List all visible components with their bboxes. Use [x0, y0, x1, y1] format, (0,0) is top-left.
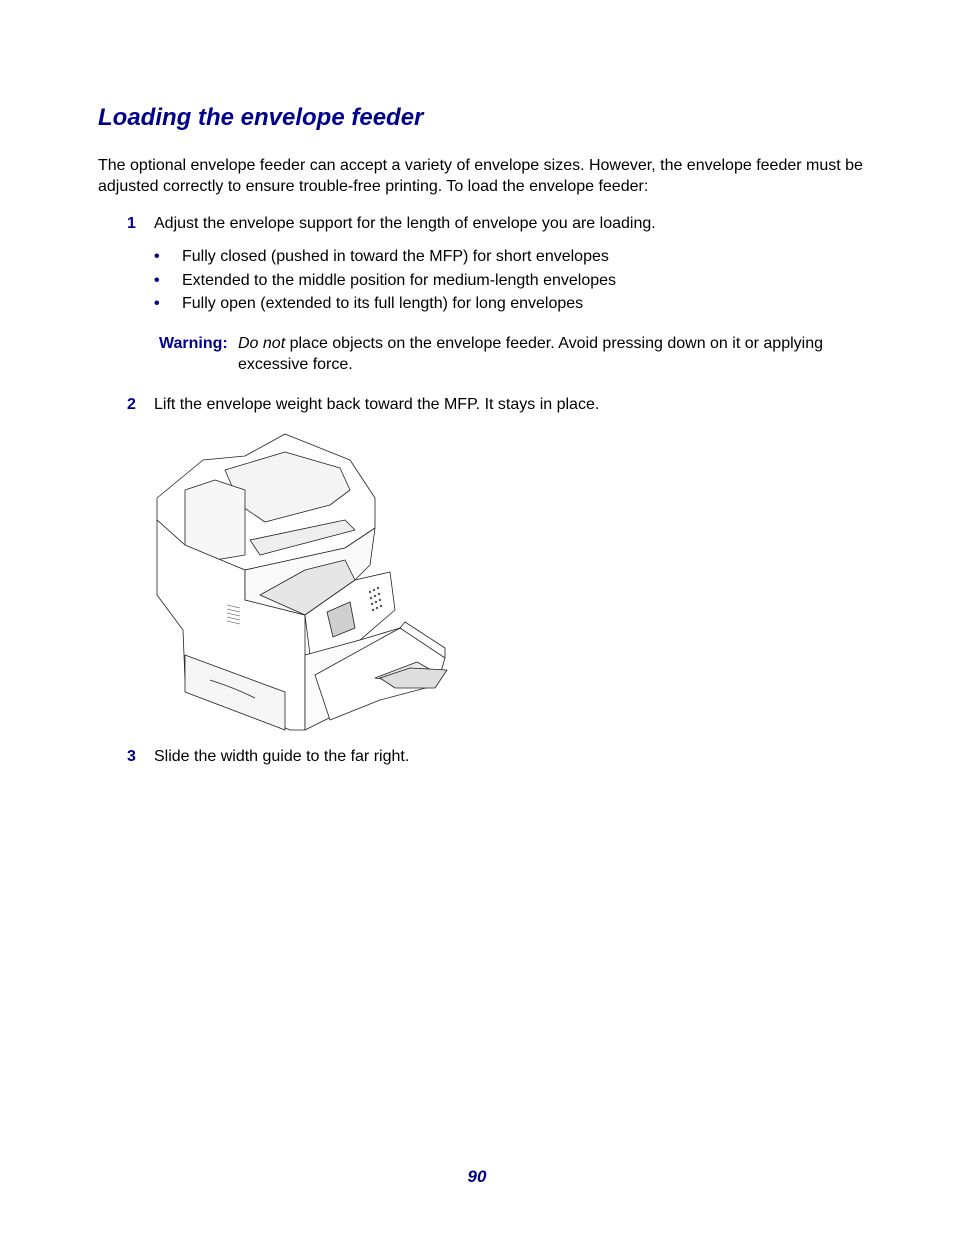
step-number: 1	[127, 215, 136, 232]
bullet-icon: •	[154, 271, 160, 289]
adf-front-lid	[185, 480, 245, 560]
envelope-support-options	[154, 246, 616, 317]
step-number: 3	[127, 748, 136, 765]
bullet-icon: •	[154, 295, 160, 312]
intro-paragraph: The optional envelope feeder can accept a variety of envelope sizes. However, the envelope feeder must be adjusted correctly to ensure trouble-free printing. To load the envelope feeder:	[98, 157, 863, 195]
bullet-text: Fully closed (pushed in toward the MFP) for short envelopes	[182, 248, 609, 265]
bullet-item	[154, 270, 616, 294]
warning-body: place objects on the envelope feeder. Avoid pressing down on it or applying excessive force.	[238, 335, 823, 373]
bullet-text: Extended to the middle position for medium-length envelopes	[182, 271, 617, 289]
warning-emphasis: Do not	[238, 335, 286, 352]
page-number: 90	[467, 1167, 487, 1186]
page-title: Loading the envelope feeder	[98, 104, 424, 131]
step-text: Adjust the envelope support for the length of envelope you are loading.	[154, 215, 656, 232]
bullet-item	[154, 293, 616, 317]
mfp-envelope-feeder-illustration	[155, 430, 450, 735]
step-text: Lift the envelope weight back toward the MFP. It stays in place.	[154, 396, 600, 413]
bullet-icon: •	[154, 248, 160, 265]
step-number: 2	[127, 396, 136, 413]
bullet-text: Fully open (extended to its full length) for long envelopes	[182, 295, 584, 312]
bullet-item	[154, 246, 616, 270]
warning-text	[238, 333, 858, 375]
warning-label: Warning:	[159, 335, 228, 352]
step-text: Slide the width guide to the far right.	[154, 748, 410, 765]
